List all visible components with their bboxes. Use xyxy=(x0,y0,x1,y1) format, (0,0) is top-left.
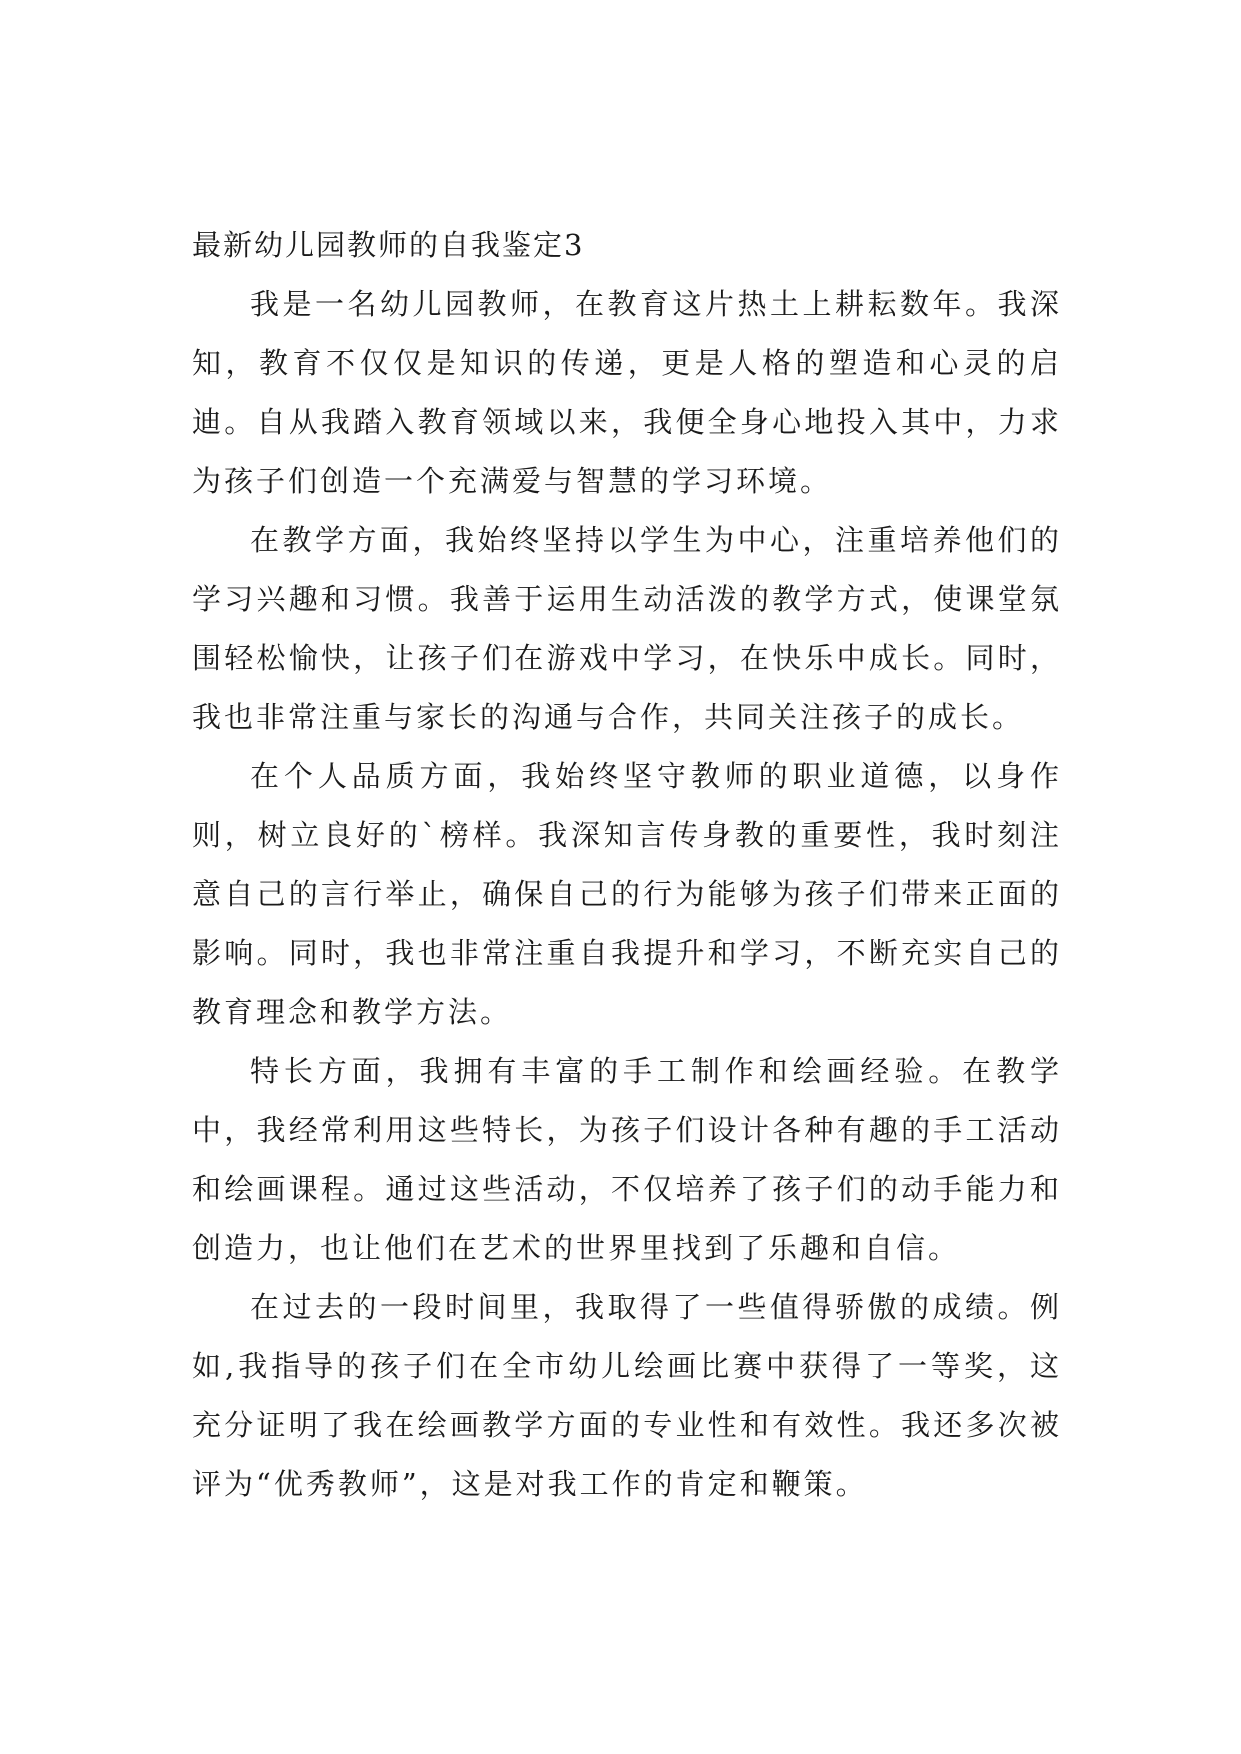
paragraph-personal-quality: 在个人品质方面，我始终坚守教师的职业道德，以身作则，树立良好的`榜样。我深知言传身教的重要性，我时刻注意自己的言行举止，确保自己的行为能够为孩子们带来正面的影响。同时，我也非常注重自我提升和学习，不断充实自己的教育理念和教学方法。 xyxy=(192,759,1062,1029)
paragraph-specialty: 特长方面，我拥有丰富的手工制作和绘画经验。在教学中，我经常利用这些特长，为孩子们设计各种有趣的手工活动和绘画课程。通过这些活动，不仅培养了孩子们的动手能力和创造力，也让他们在艺术的世界里找到了乐趣和自信。 xyxy=(192,1054,1062,1265)
paragraph-intro: 我是一名幼儿园教师，在教育这片热土上耕耘数年。我深知，教育不仅仅是知识的传递，更是人格的塑造和心灵的启迪。自从我踏入教育领域以来，我便全身心地投入其中，力求为孩子们创造一个充满爱与智慧的学习环境。 xyxy=(192,287,1062,498)
document-body xyxy=(192,216,1062,1514)
paragraph-achievements: 在过去的一段时间里，我取得了一些值得骄傲的成绩。例如,我指导的孩子们在全市幼儿绘画比赛中获得了一等奖，这充分证明了我在绘画教学方面的专业性和有效性。我还多次被评为“优秀教师”，这是对我工作的肯定和鞭策。 xyxy=(192,1290,1062,1501)
document-title: 最新幼儿园教师的自我鉴定3 xyxy=(192,228,585,262)
paragraph-teaching: 在教学方面，我始终坚持以学生为中心，注重培养他们的学习兴趣和习惯。我善于运用生动活泼的教学方式，使课堂氛围轻松愉快，让孩子们在游戏中学习，在快乐中成长。同时，我也非常注重与家长的沟通与合作，共同关注孩子的成长。 xyxy=(192,523,1062,734)
